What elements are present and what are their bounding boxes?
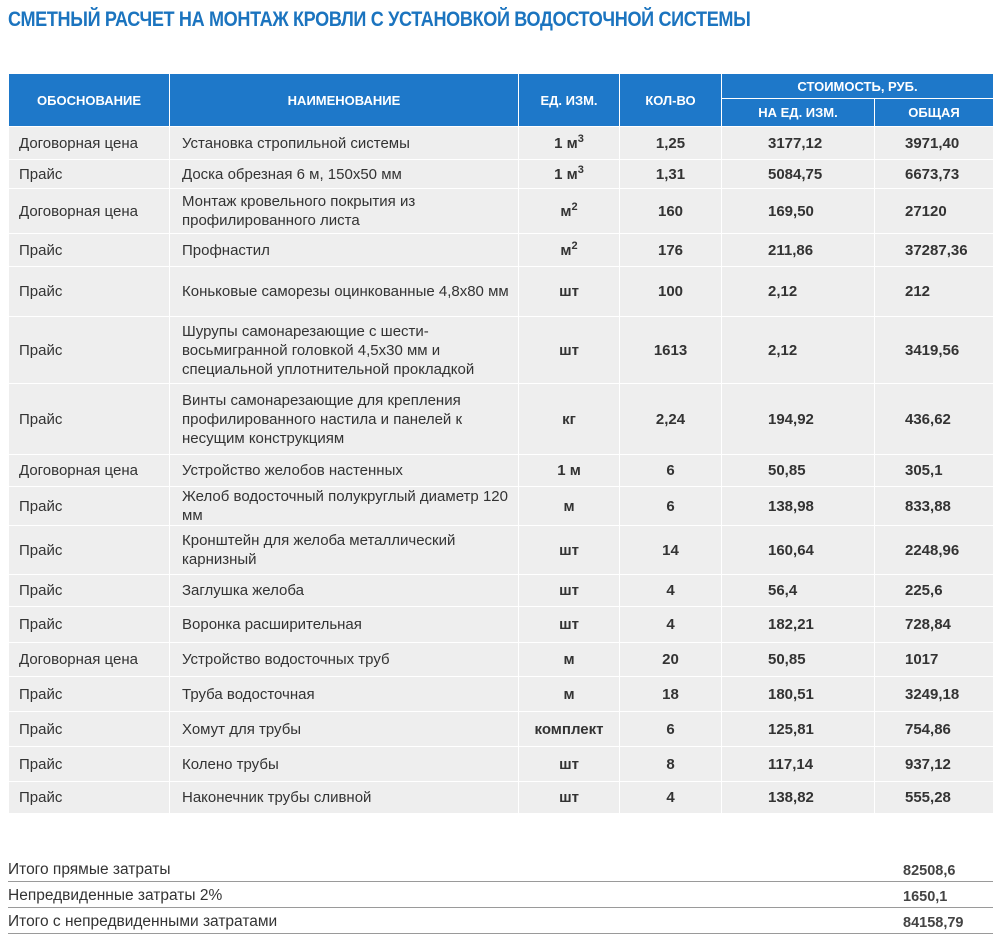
cell-total <box>875 127 994 160</box>
cell-unit-text: шт <box>559 341 579 359</box>
table-row <box>9 575 994 607</box>
cell-total-text: 754,86 <box>905 720 951 738</box>
cell-total <box>875 384 994 455</box>
cell-unit-price <box>722 747 875 782</box>
cell-total-text: 937,12 <box>905 755 951 773</box>
cell-name-text: Установка стропильной системы <box>182 134 410 152</box>
cell-total <box>875 782 994 814</box>
cell-unit-price-text: 50,85 <box>768 462 806 479</box>
unit-exponent: 3 <box>577 132 584 145</box>
cell-unit <box>519 643 620 677</box>
cell-unit-price-text: 117,14 <box>768 755 814 773</box>
cell-qty <box>620 317 722 384</box>
cell-qty-text: 6 <box>666 497 675 515</box>
cell-unit <box>519 575 620 607</box>
cell-total-text: 212 <box>905 283 931 300</box>
cell-qty-text: 1613 <box>653 341 688 359</box>
cell-qty-text: 18 <box>662 685 679 703</box>
cell-unit-price <box>722 384 875 455</box>
cell-unit-price <box>722 607 875 643</box>
cell-basis-text: Прайс <box>19 685 63 703</box>
cell-unit-price-text: 2,12 <box>768 341 798 359</box>
cell-name-text: Желоб водосточный полукруглый диаметр 120 мм <box>182 488 508 524</box>
header-unit-price: НА ЕД. ИЗМ. <box>722 99 875 127</box>
cell-qty <box>620 267 722 317</box>
cell-basis <box>9 643 170 677</box>
table-row <box>9 782 994 814</box>
cell-unit-price <box>722 189 875 234</box>
cell-unit <box>519 526 620 575</box>
cell-unit-price-text: 125,81 <box>768 720 814 738</box>
cell-qty <box>620 127 722 160</box>
cell-total-text: 37287,36 <box>905 241 968 259</box>
cell-unit-price <box>722 317 875 384</box>
table-row <box>9 267 994 317</box>
summary-value: 82508,6 <box>903 863 956 879</box>
cell-unit-text: м <box>563 685 575 703</box>
cell-unit <box>519 317 620 384</box>
cell-unit-price-text: 211,86 <box>768 241 814 259</box>
cell-name <box>170 267 519 317</box>
cell-qty-text: 100 <box>657 283 684 300</box>
cell-qty-text: 4 <box>666 789 675 806</box>
cell-unit-price <box>722 526 875 575</box>
summary-section <box>8 856 993 934</box>
cell-total-text: 728,84 <box>905 616 951 633</box>
cell-qty-text: 6 <box>666 720 675 738</box>
table-row <box>9 712 994 747</box>
cell-basis <box>9 575 170 607</box>
cell-basis <box>9 747 170 782</box>
cell-basis <box>9 677 170 712</box>
cell-name-text: Колено трубы <box>182 755 279 773</box>
cell-basis-text: Прайс <box>19 241 63 259</box>
cell-qty <box>620 189 722 234</box>
cell-total-text: 305,1 <box>905 462 943 479</box>
cell-total-text: 3249,18 <box>905 685 960 703</box>
header-qty: КОЛ-ВО <box>620 74 722 127</box>
cell-total-text: 436,62 <box>905 410 951 428</box>
cell-name <box>170 712 519 747</box>
cell-unit-price <box>722 267 875 317</box>
page-title: СМЕТНЫЙ РАСЧЕТ НА МОНТАЖ КРОВЛИ С УСТАНОВКОЙ ВОДОСТОЧНОЙ СИСТЕМЫ <box>8 8 751 31</box>
summary-row <box>8 856 993 882</box>
cell-unit-text: 1 м <box>554 134 578 152</box>
cell-qty <box>620 384 722 455</box>
cell-unit-price <box>722 575 875 607</box>
table-body <box>9 127 994 814</box>
cell-name-text: Воронка расширительная <box>182 616 362 633</box>
table-row <box>9 317 994 384</box>
cell-basis <box>9 267 170 317</box>
cell-unit-price-text: 138,98 <box>768 497 814 515</box>
cell-total-text: 2248,96 <box>905 541 960 559</box>
cell-total <box>875 526 994 575</box>
cell-total <box>875 234 994 267</box>
summary-row <box>8 882 993 908</box>
cell-basis <box>9 160 170 189</box>
cell-unit-price <box>722 712 875 747</box>
unit-exponent: 2 <box>571 239 578 252</box>
header-name: НАИМЕНОВАНИЕ <box>170 74 519 127</box>
cell-qty-text: 176 <box>657 241 684 259</box>
header-basis: ОБОСНОВАНИЕ <box>9 74 170 127</box>
cell-unit <box>519 487 620 526</box>
table-row <box>9 384 994 455</box>
cell-unit-text: м <box>563 651 575 668</box>
unit-exponent: 3 <box>577 163 584 176</box>
cell-basis <box>9 782 170 814</box>
cell-unit-text: м <box>563 497 575 515</box>
cell-unit <box>519 384 620 455</box>
cell-unit-price <box>722 234 875 267</box>
cell-qty-text: 20 <box>662 651 679 668</box>
cell-qty <box>620 677 722 712</box>
cell-basis-text: Договорная цена <box>19 651 138 668</box>
table-header <box>9 74 994 127</box>
cell-name <box>170 526 519 575</box>
cell-unit-price-text: 50,85 <box>768 651 806 668</box>
cell-total <box>875 575 994 607</box>
cell-total-text: 1017 <box>905 651 939 668</box>
cell-unit-text: шт <box>559 755 579 773</box>
cell-unit-price <box>722 160 875 189</box>
cell-unit-text: шт <box>559 582 579 599</box>
table-row <box>9 234 994 267</box>
cell-unit <box>519 267 620 317</box>
table-row <box>9 526 994 575</box>
cell-basis <box>9 384 170 455</box>
cell-name-text: Устройство водосточных труб <box>182 651 390 668</box>
cell-total-text: 27120 <box>905 202 947 220</box>
cell-name-text: Шурупы самонарезающие с шести-восьмигранной головкой 4,5х30 мм и специальной уплотнительной прокладкой <box>182 322 475 378</box>
table-row <box>9 455 994 487</box>
cell-unit-price-text: 194,92 <box>768 410 814 428</box>
cell-total <box>875 677 994 712</box>
summary-label: Итого прямые затраты <box>8 861 171 878</box>
cell-unit-text: м <box>560 241 572 259</box>
table-row <box>9 160 994 189</box>
cell-basis <box>9 234 170 267</box>
summary-label: Итого с непредвиденными затратами <box>8 913 278 930</box>
cell-basis-text: Прайс <box>19 283 63 300</box>
cell-unit-price <box>722 127 875 160</box>
cell-unit-price-text: 182,21 <box>768 616 814 633</box>
cell-name-text: Труба водосточная <box>182 685 315 703</box>
cell-basis <box>9 487 170 526</box>
cell-basis <box>9 189 170 234</box>
cell-name-text: Заглушка желоба <box>182 582 304 599</box>
summary-row <box>8 908 993 934</box>
table-row <box>9 607 994 643</box>
cell-qty-text: 4 <box>666 616 675 633</box>
cell-qty-text: 4 <box>666 582 675 599</box>
cell-unit-text: 1 м <box>554 165 578 183</box>
cell-name <box>170 455 519 487</box>
header-unit: ЕД. ИЗМ. <box>519 74 620 127</box>
cell-qty <box>620 487 722 526</box>
cell-unit-price-text: 3177,12 <box>768 134 823 152</box>
cell-unit-price-text: 169,50 <box>768 202 814 220</box>
cell-basis-text: Прайс <box>19 410 63 428</box>
cell-basis-text: Прайс <box>19 755 63 773</box>
cell-total <box>875 607 994 643</box>
cell-unit-text: шт <box>559 789 579 806</box>
cell-name <box>170 782 519 814</box>
cell-unit-price-text: 138,82 <box>768 789 814 806</box>
cell-basis <box>9 455 170 487</box>
cell-name <box>170 575 519 607</box>
cell-name <box>170 487 519 526</box>
cell-total <box>875 160 994 189</box>
cell-qty-text: 8 <box>666 755 675 773</box>
cell-basis-text: Прайс <box>19 541 63 559</box>
cell-unit-text: шт <box>559 283 579 300</box>
cell-basis-text: Договорная цена <box>19 134 138 152</box>
cell-qty <box>620 160 722 189</box>
summary-value: 1650,1 <box>903 889 948 905</box>
cell-qty-text: 14 <box>662 541 679 559</box>
cell-basis-text: Договорная цена <box>19 462 138 479</box>
cell-name <box>170 189 519 234</box>
cell-name-text: Коньковые саморезы оцинкованные 4,8х80 мм <box>182 283 509 300</box>
cell-total-text: 3971,40 <box>905 134 960 152</box>
cell-unit-price <box>722 643 875 677</box>
cell-qty-text: 1,25 <box>655 134 686 152</box>
cell-name <box>170 747 519 782</box>
cell-unit-text: 1 м <box>557 462 581 479</box>
cell-basis-text: Прайс <box>19 616 63 633</box>
cell-qty <box>620 747 722 782</box>
cell-unit-text: комплект <box>534 720 604 738</box>
header-total: ОБЩАЯ <box>875 99 994 127</box>
cell-name-text: Наконечник трубы сливной <box>182 789 372 806</box>
estimate-table <box>8 73 994 814</box>
cell-unit-price <box>722 487 875 526</box>
cell-unit-text: шт <box>559 616 579 633</box>
cell-qty <box>620 234 722 267</box>
cell-name <box>170 677 519 712</box>
cell-unit <box>519 160 620 189</box>
cell-basis-text: Прайс <box>19 582 63 599</box>
cell-unit-price-text: 160,64 <box>768 541 814 559</box>
cell-qty-text: 6 <box>666 462 675 479</box>
cell-basis-text: Прайс <box>19 789 63 806</box>
cell-basis <box>9 317 170 384</box>
cell-basis <box>9 712 170 747</box>
cell-total <box>875 747 994 782</box>
cell-unit-text: м <box>560 202 572 220</box>
cell-name <box>170 607 519 643</box>
cell-unit-price <box>722 782 875 814</box>
cell-name-text: Кронштейн для желоба металлический карнизный <box>182 532 456 568</box>
cell-unit-price-text: 56,4 <box>768 582 798 599</box>
cell-total <box>875 317 994 384</box>
cell-basis-text: Прайс <box>19 497 63 515</box>
cell-total <box>875 643 994 677</box>
cell-total-text: 3419,56 <box>905 341 960 359</box>
cell-qty-text: 1,31 <box>655 165 686 183</box>
cell-name-text: Монтаж кровельного покрытия из профилированного листа <box>182 193 416 229</box>
cell-total-text: 225,6 <box>905 582 943 599</box>
cell-name <box>170 127 519 160</box>
cell-unit-price-text: 2,12 <box>768 283 798 300</box>
cell-total <box>875 712 994 747</box>
cell-basis-text: Договорная цена <box>19 202 138 220</box>
cell-unit-price <box>722 455 875 487</box>
cell-name-text: Хомут для трубы <box>182 720 302 738</box>
cell-total-text: 833,88 <box>905 497 951 515</box>
cell-unit <box>519 712 620 747</box>
cell-name-text: Винты самонарезающие для крепления профилированного настила и панелей к несущим конструкциям <box>182 391 463 447</box>
cell-qty-text: 160 <box>657 202 684 220</box>
cell-unit-text: шт <box>559 541 579 559</box>
cell-qty <box>620 607 722 643</box>
cell-unit-price-text: 180,51 <box>768 685 814 703</box>
unit-exponent: 2 <box>571 200 578 213</box>
cell-name <box>170 317 519 384</box>
cell-unit <box>519 455 620 487</box>
cell-unit <box>519 747 620 782</box>
table-row <box>9 189 994 234</box>
cell-basis-text: Прайс <box>19 165 63 183</box>
cell-unit <box>519 189 620 234</box>
cell-basis <box>9 607 170 643</box>
cell-name <box>170 160 519 189</box>
cell-basis-text: Прайс <box>19 341 63 359</box>
summary-value: 84158,79 <box>903 915 964 931</box>
table-row <box>9 747 994 782</box>
cell-basis <box>9 127 170 160</box>
cell-unit <box>519 234 620 267</box>
cell-total <box>875 189 994 234</box>
cell-unit-price-text: 5084,75 <box>768 165 823 183</box>
cell-name-text: Устройство желобов настенных <box>182 462 403 479</box>
cell-unit-text: кг <box>562 410 576 428</box>
cell-qty <box>620 575 722 607</box>
cell-name <box>170 234 519 267</box>
cell-unit <box>519 607 620 643</box>
cell-qty <box>620 782 722 814</box>
cell-basis-text: Прайс <box>19 720 63 738</box>
cell-total <box>875 455 994 487</box>
cell-name-text: Профнастил <box>182 241 270 259</box>
cell-basis <box>9 526 170 575</box>
cell-unit-price <box>722 677 875 712</box>
cell-name <box>170 384 519 455</box>
cell-qty <box>620 712 722 747</box>
table-row <box>9 487 994 526</box>
cell-unit <box>519 677 620 712</box>
cell-total-text: 555,28 <box>905 789 951 806</box>
cell-qty <box>620 455 722 487</box>
cell-total <box>875 267 994 317</box>
cell-qty <box>620 526 722 575</box>
header-cost: СТОИМОСТЬ, РУБ. <box>722 74 994 99</box>
cell-name <box>170 643 519 677</box>
cell-total-text: 6673,73 <box>905 165 960 183</box>
cell-qty-text: 2,24 <box>655 410 686 428</box>
summary-label: Непредвиденные затраты 2% <box>8 887 223 904</box>
cell-unit <box>519 782 620 814</box>
table-row <box>9 643 994 677</box>
cell-total <box>875 487 994 526</box>
table-row <box>9 127 994 160</box>
cell-qty <box>620 643 722 677</box>
cell-unit <box>519 127 620 160</box>
cell-name-text: Доска обрезная 6 м, 150х50 мм <box>182 165 402 183</box>
table-row <box>9 677 994 712</box>
